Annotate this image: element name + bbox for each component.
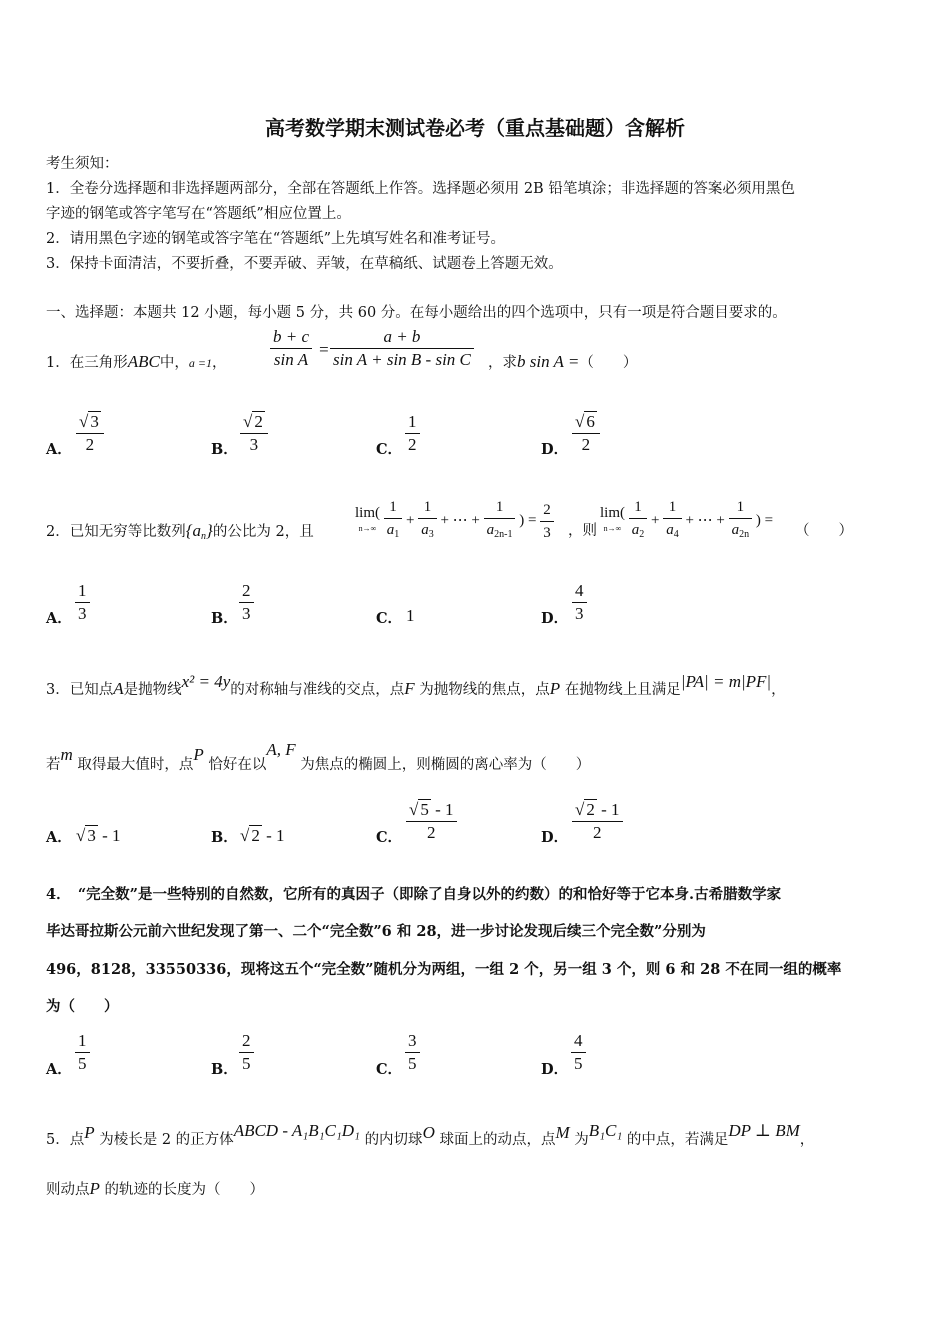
q2-option-a-label[interactable]: A． xyxy=(46,610,72,627)
question-4-line-1: 4． “完全数”是一些特别的自然数，它所有的真因子（即除了自身以外的约数）的和恰好等于它本身.古希腊数学家 xyxy=(46,886,782,903)
q4-option-c-value: $\frac{3}{5}$ xyxy=(405,1030,420,1075)
question-1-stem: 1．在三角形ABC中，a =1， xyxy=(46,352,227,371)
q4-option-a-label[interactable]: A． xyxy=(46,1061,72,1078)
q3-option-a-value: √ 3 - 1 xyxy=(76,826,121,845)
q2-paren: （ ） xyxy=(795,523,853,539)
q2-option-c-label[interactable]: C． xyxy=(376,610,403,627)
q1-option-b-value: $\frac{√ 2}{3}$ xyxy=(240,411,268,456)
q3-option-b-value: √ 2 - 1 xyxy=(240,826,285,845)
q1-option-c-label[interactable]: C． xyxy=(376,441,403,458)
question-4-line-2: 毕达哥拉斯公元前六世纪发现了第一、二个“完全数”6 和 28，进一步讨论发现后续三个完全数”分别为 xyxy=(46,923,706,940)
q2-option-d-label[interactable]: D． xyxy=(541,610,569,627)
q3-option-a-label[interactable]: A． xyxy=(46,829,72,846)
q2-option-b-label[interactable]: B． xyxy=(211,610,238,627)
q4-option-b-label[interactable]: B． xyxy=(211,1061,238,1078)
question-5-line-2: 则动点P 的轨迹的长度为（ ） xyxy=(46,1179,264,1198)
question-4-line-4: 为（ ） xyxy=(46,998,119,1015)
q3-option-d-value: $\frac{√ 2 - 1}{2}$ xyxy=(572,799,623,844)
q1-equals: = xyxy=(318,340,330,359)
q1-ask: ，求b sin A =（ ） xyxy=(488,352,638,371)
q3-option-d-label[interactable]: D． xyxy=(541,829,569,846)
notice-line-1a: 1．全卷分选择题和非选择题两部分，全部在答题纸上作答。选择题必须用 2B 铅笔填涂；非选择题的答案必须用黑色 xyxy=(46,181,795,197)
q2-option-c-value: 1 xyxy=(406,606,415,625)
q1-option-b-label[interactable]: B． xyxy=(211,441,238,458)
question-4-line-3: 496，8128，33550336，现将这五个“完全数”随机分为两组，一组 2 个，另一组 3 个，则 6 和 28 不在同一组的概率 xyxy=(46,961,842,978)
section-heading: 一、选择题：本题共 12 小题，每小题 5 分，共 60 分。在每小题给出的四个选项中，只有一项是符合题目要求的。 xyxy=(46,305,787,321)
q1-fraction-right: $\frac{a + b}{\text{sin A + sin B - sin C}}$ xyxy=(330,326,474,371)
q2-limit-given: lim( n→∞ $\frac{1}{a_1}$ + $\frac{1}{a_3}$ + ⋯ + $\frac{1}{a_{2n-1}}$ ) = $\frac{2}{3}$ xyxy=(355,496,554,546)
question-5-line-1: 5．点P 为棱长是 2 的正方体ABCD - A₁B₁C₁D₁ 的内切球O 球面上的动点，点M 为B₁C₁ 的中点，若满足DP ⊥ BM， xyxy=(46,1121,815,1148)
q2-option-a-value: $\frac{1}{3}$ xyxy=(75,580,90,625)
q4-option-a-value: $\frac{1}{5}$ xyxy=(75,1030,90,1075)
q2-option-b-value: $\frac{2}{3}$ xyxy=(239,580,254,625)
q3-option-b-label[interactable]: B． xyxy=(211,829,238,846)
q3-option-c-label[interactable]: C． xyxy=(376,829,403,846)
q1-option-d-value: $\frac{√ 6}{2}$ xyxy=(572,411,600,456)
q4-option-d-label[interactable]: D． xyxy=(541,1061,569,1078)
question-2-stem: 2．已知无穷等比数列$\{a_n\}$的公比为 2，且 xyxy=(46,521,314,542)
q1-option-a-value: $\frac{√ 3}{2}$ xyxy=(76,411,104,456)
q4-option-d-value: $\frac{4}{5}$ xyxy=(571,1030,586,1075)
page-title: 高考数学期末测试卷必考（重点基础题）含解析 xyxy=(265,116,685,140)
q4-option-b-value: $\frac{2}{5}$ xyxy=(239,1030,254,1075)
q1-option-d-label[interactable]: D． xyxy=(541,441,569,458)
q1-fraction-left: $\frac{b + c}{\text{sin A}}$ xyxy=(270,326,312,371)
notice-heading: 考生须知： xyxy=(46,156,119,172)
question-3-line-1: 3．已知点A是抛物线x² = 4y的对称轴与准线的交点，点F 为抛物线的焦点，点P 在抛物线上且满足|PA| = m|PF|， xyxy=(46,672,786,698)
q4-option-c-label[interactable]: C． xyxy=(376,1061,403,1078)
q2-limit-target: lim( n→∞ $\frac{1}{a_2}$ + $\frac{1}{a_4}$ + ⋯ + $\frac{1}{a_{2n}}$ ) = xyxy=(600,496,773,546)
q1-option-c-value: $\frac{1}{2}$ xyxy=(405,411,420,456)
notice-line-3: 3．保持卡面清洁，不要折叠，不要弄破、弄皱，在草稿纸、试题卷上答题无效。 xyxy=(46,256,563,272)
q2-option-d-value: $\frac{4}{3}$ xyxy=(572,580,587,625)
notice-line-2: 2．请用黑色字迹的钢笔或答字笔在“答题纸”上先填写姓名和准考证号。 xyxy=(46,231,506,247)
q3-option-c-value: $\frac{√ 5 - 1}{2}$ xyxy=(406,799,457,844)
notice-line-1b: 字迹的钢笔或答字笔写在“答题纸”相应位置上。 xyxy=(46,206,351,222)
question-3-line-2: 若m 取得最大值时，点P 恰好在以A, F 为焦点的椭圆上，则椭圆的离心率为（ ） xyxy=(46,740,591,773)
q1-option-a-label[interactable]: A． xyxy=(46,441,72,458)
q2-then: ，则 xyxy=(568,523,597,539)
